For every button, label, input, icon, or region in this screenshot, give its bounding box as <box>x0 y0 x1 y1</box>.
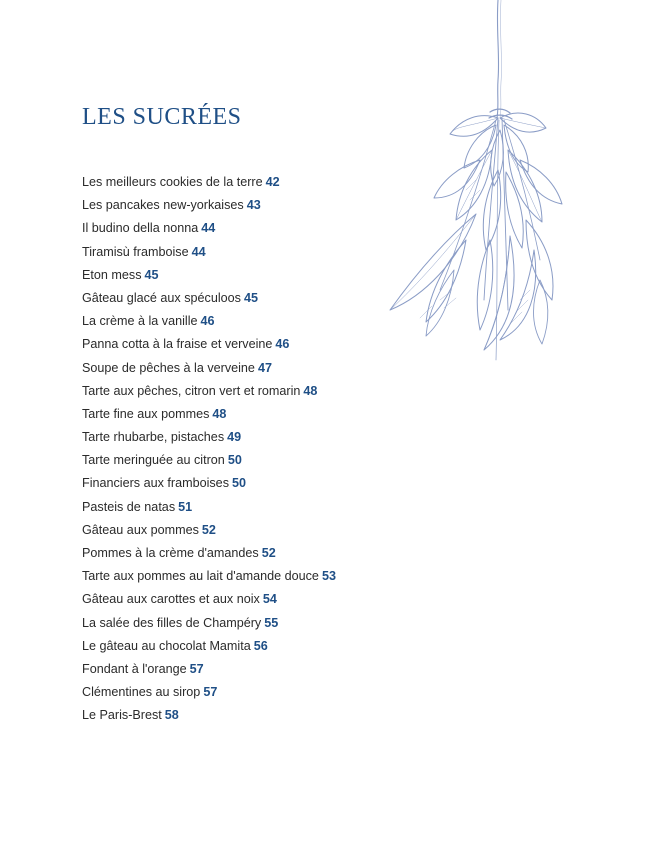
toc-entry <box>82 612 336 635</box>
toc-entry-title: Clémentines au sirop <box>82 685 201 700</box>
toc-page-number: 46 <box>275 337 290 352</box>
toc-entry <box>82 194 336 217</box>
toc-entry <box>82 565 336 588</box>
toc-entry-title: Le gâteau au chocolat Mamita <box>82 638 251 653</box>
toc-page-number: 57 <box>203 685 218 700</box>
toc-page-number: 52 <box>261 546 276 560</box>
toc-entry <box>82 357 336 380</box>
toc-entry-title: Le Paris-Brest <box>82 708 162 723</box>
toc-entry <box>82 403 336 426</box>
toc-entry <box>82 217 336 240</box>
toc-entry <box>82 704 336 727</box>
toc-entry-title: Fondant à l'orange <box>82 661 187 676</box>
toc-entry-title: Tarte aux pêches, citron vert et romarin <box>82 383 301 398</box>
toc-entry-title: Panna cotta à la fraise et verveine <box>82 337 273 352</box>
toc-entry-title: Soupe de pêches à la verveine <box>82 360 255 375</box>
toc-entry-title: Financiers aux framboises <box>82 476 229 491</box>
toc-entry-title: Les pancakes new-yorkaises <box>82 198 244 213</box>
toc-entry <box>82 519 336 542</box>
toc-page-number: 50 <box>227 453 242 468</box>
table-of-contents <box>82 171 336 728</box>
toc-entry-title: Gâteau aux pommes <box>82 522 199 537</box>
toc-page-number: 58 <box>164 708 179 723</box>
toc-page-number: 44 <box>191 244 206 259</box>
toc-entry-title: Gâteau glacé aux spéculoos <box>82 290 241 305</box>
toc-entry-title: Eton mess <box>82 267 142 282</box>
toc-entry-title: Tarte aux pommes au lait d'amande douce <box>82 569 319 584</box>
toc-entry <box>82 171 336 194</box>
toc-page-number: 47 <box>257 360 272 375</box>
toc-entry <box>82 472 336 495</box>
toc-page-number: 45 <box>243 290 258 305</box>
toc-page-number: 50 <box>232 476 247 491</box>
toc-page-number: 46 <box>200 314 215 329</box>
toc-page-number: 49 <box>227 430 242 445</box>
toc-entry <box>82 588 336 611</box>
toc-entry-title: Il budino della nonna <box>82 221 199 236</box>
toc-entry <box>82 681 336 704</box>
toc-entry-title: Tarte fine aux pommes <box>82 406 210 421</box>
toc-page-number: 45 <box>144 267 159 282</box>
toc-page-number: 43 <box>246 198 261 213</box>
toc-entry <box>82 241 336 264</box>
toc-entry-title: Tarte rhubarbe, pistaches <box>82 430 225 445</box>
toc-entry <box>82 496 336 519</box>
section-title: LES SUCRÉES <box>82 104 242 130</box>
toc-entry <box>82 333 336 356</box>
toc-page-number: 52 <box>201 522 216 537</box>
herb-bundle-sketch-icon <box>380 0 580 380</box>
toc-page-number: 48 <box>212 406 227 421</box>
toc-entry <box>82 542 336 565</box>
toc-entry-title: Tiramisù framboise <box>82 244 189 259</box>
toc-entry <box>82 380 336 403</box>
toc-entry-title: Tarte meringuée au citron <box>82 453 225 468</box>
toc-entry-title: Les meilleurs cookies de la terre <box>82 175 263 189</box>
toc-page-number: 56 <box>253 638 268 653</box>
toc-entry-title: Pommes à la crème d'amandes <box>82 546 259 560</box>
toc-entry <box>82 264 336 287</box>
toc-entry <box>82 426 336 449</box>
toc-entry <box>82 287 336 310</box>
toc-entry <box>82 658 336 681</box>
toc-page-number: 54 <box>262 592 277 607</box>
toc-entry-title: La crème à la vanille <box>82 314 198 329</box>
toc-page-number: 55 <box>264 615 279 630</box>
toc-entry <box>82 635 336 658</box>
toc-entry-title: Pasteis de natas <box>82 499 176 514</box>
toc-page-number: 57 <box>189 661 204 676</box>
toc-page-number: 53 <box>321 569 336 584</box>
toc-page-number: 48 <box>303 383 318 398</box>
toc-page-number: 42 <box>265 175 280 189</box>
toc-entry-title: La salée des filles de Champéry <box>82 615 262 630</box>
toc-page-number: 51 <box>178 499 193 514</box>
toc-entry <box>82 449 336 472</box>
toc-entry <box>82 310 336 333</box>
toc-entry-title: Gâteau aux carottes et aux noix <box>82 592 260 607</box>
toc-page-number: 44 <box>201 221 216 236</box>
